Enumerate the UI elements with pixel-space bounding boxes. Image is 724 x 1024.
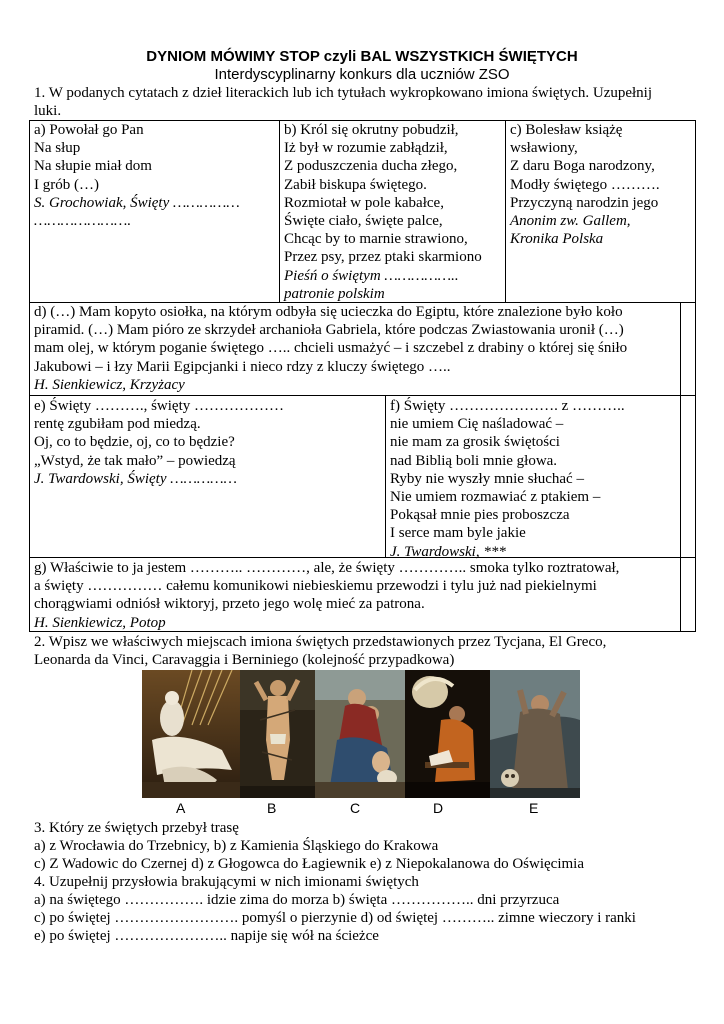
quote-f-line: I serce mam byle jakie	[390, 525, 526, 542]
task1-instruction-line-1: 1. W podanych cytatach z dzieł literackich lub ich tytułach wykropkowano imiona świętych. Uzupełnij	[34, 85, 653, 101]
task2-instruction-line-2: Leonarda da Vinci, Caravaggia i Berniniego (kolejność przypadkowa)	[34, 652, 455, 668]
quote-e-line: Oj, co to będzie, oj, co to będzie?	[34, 434, 235, 451]
quote-b-line: Zabił biskupa świętego.	[284, 176, 427, 193]
quote-d	[30, 302, 680, 395]
quote-e-line: e) Święty ………., święty ………………	[34, 398, 284, 414]
quote-f-line: Ryby nie wyszły mnie słuchać –	[390, 470, 584, 487]
painting-label-d: D	[433, 800, 444, 816]
page-subtitle: Interdyscyplinarny konkurs dla uczniów ZSO	[214, 66, 510, 83]
column-divider	[680, 557, 681, 632]
quote-g	[30, 558, 680, 633]
quote-c-source: Kronika Polska	[510, 231, 604, 248]
quote-a-source: S. Grochowiak, Święty ……………	[34, 194, 240, 211]
quote-e-source: J. Twardowski, Święty ……………	[34, 470, 237, 487]
quote-b-line: Chcąc by to marnie strawiono,	[284, 231, 468, 248]
painting-d	[405, 670, 490, 798]
painting-e-image	[490, 670, 580, 798]
painting-label-c: C	[350, 800, 361, 816]
quote-d-line: piramid. (…) Mam pióro ze skrzydeł archanioła Gabriela, które podczas Zwiastowania uronił (…)	[34, 322, 624, 339]
quote-d-source: H. Sienkiewicz, Krzyżacy	[34, 376, 185, 393]
painting-a	[142, 670, 240, 798]
painting-c	[315, 670, 405, 798]
quote-b-line: Rozmiotał w pole kabałce,	[284, 194, 444, 211]
quote-d-line: mam olej, w którym poganie świętego ….. chcieli usmażyć – i szczebel z drabiny o której się śniło	[34, 340, 628, 357]
quote-a-source: ………………….	[34, 213, 132, 230]
quote-b-source: patronie polskim	[284, 285, 385, 302]
quote-d-line: d) (…) Mam kopyto osiołka, na którym odbyła się ucieczka do Egiptu, które znalezione było koło	[34, 304, 623, 320]
quote-c-line: Z daru Boga narodzony,	[510, 158, 655, 175]
page-title: DYNIOM MÓWIMY STOP czyli BAL WSZYSTKICH ŚWIĘTYCH	[146, 48, 578, 65]
quote-a	[30, 120, 279, 231]
quote-b-line: Iż był w rozumie zabłądził,	[284, 140, 448, 157]
quote-a-line: I grób (…)	[34, 176, 99, 193]
quote-f-line: f) Święty …………………. z ………..	[390, 398, 625, 414]
quote-b-line: Przez psy, przez ptaki skarmiono	[284, 249, 482, 266]
quote-f-line: nad Biblią boli mnie głowa.	[390, 452, 558, 469]
quote-b-line: Święte ciało, święte palce,	[284, 213, 443, 230]
quote-f-line: nie mam za grosik świętości	[390, 434, 560, 451]
quote-f-line: Nie umiem rozmawiać z ptakiem –	[390, 489, 601, 506]
quote-c-line: Modły świętego ……….	[510, 176, 660, 193]
painting-a-image	[142, 670, 240, 798]
quote-g-line: chorągwiami odniósł wiktoryj, przeto jego wolę mieć za patrona.	[34, 596, 425, 613]
painting-label-b: B	[267, 800, 277, 816]
quote-c-source: Anonim zw. Gallem,	[510, 213, 631, 230]
quote-f	[386, 396, 680, 562]
quote-b-line: b) Król się okrutny pobudził,	[284, 122, 459, 138]
task3-line-2: a) z Wrocławia do Trzebnicy, b) z Kamienia Śląskiego do Krakowa	[34, 838, 439, 854]
task1-instruction-line-2: luki.	[34, 103, 62, 119]
painting-d-image	[405, 670, 490, 798]
painting-b-image	[240, 670, 315, 798]
quote-c	[506, 120, 695, 249]
task2-instruction-line-1: 2. Wpisz we właściwych miejscach imiona świętych przedstawionych przez Tycjana, El Greco,	[34, 634, 607, 650]
task4-line-2: a) na świętego ……………. idzie zima do morza b) święta …………….. dni przyrzuca	[34, 892, 560, 908]
quote-g-line: a święty …………… całemu komunikowi niebieskiemu przewodzi i tylu już nad piekielnymi	[34, 578, 597, 595]
task4-line-1: 4. Uzupełnij przysłowia brakującymi w nich imionami świętych	[34, 874, 419, 890]
quote-c-line: c) Bolesław książę	[510, 122, 623, 138]
column-divider	[680, 302, 681, 396]
painting-e	[490, 670, 580, 798]
task4-line-4: e) po świętej ………………….. napije się wół na ścieżce	[34, 928, 379, 944]
quote-e	[30, 396, 385, 489]
quote-e-line: rentę zgubiłam pod miedzą.	[34, 416, 201, 433]
quote-g-line: g) Właściwie to ja jestem ……….. …………, ale, że święty ………….. smoka tylko roztratował,	[34, 560, 620, 576]
quote-f-source: J. Twardowski, ***	[390, 543, 506, 560]
quote-f-line: nie umiem Cię naśladować –	[390, 416, 564, 433]
task3-line-3: c) Z Wadowic do Czernej d) z Głogowca do Łagiewnik e) z Niepokalanowa do Oświęcimia	[34, 856, 584, 872]
painting-b	[240, 670, 315, 798]
quote-b-source: Pieśń o świętym ……………..	[284, 267, 459, 284]
column-divider	[680, 395, 681, 558]
quote-d-line: Jakubowi – i łzy Marii Egipcjanki i nieco rdzy z kluczy świętego …..	[34, 358, 451, 375]
painting-c-image	[315, 670, 405, 798]
quote-b-line: Z poduszczenia ducha złego,	[284, 158, 458, 175]
quote-a-line: a) Powołał go Pan	[34, 122, 144, 138]
quote-b	[280, 120, 505, 304]
task4-line-3: c) po świętej ……………………. pomyśl o pierzynie d) od świętej ……….. zimne wieczory i ranki	[34, 910, 636, 926]
quote-f-line: Pokąsał mnie pies proboszcza	[390, 507, 570, 524]
painting-label-e: E	[529, 800, 539, 816]
painting-label-a: A	[176, 800, 186, 816]
quote-g-source: H. Sienkiewicz, Potop	[34, 614, 166, 631]
quote-e-line: „Wstyd, że tak mało” – powiedzą	[34, 452, 236, 469]
quote-c-line: wsławiony,	[510, 140, 578, 157]
task3-line-1: 3. Który ze świętych przebył trasę	[34, 820, 239, 836]
quote-c-line: Przyczyną narodzin jego	[510, 194, 659, 211]
quote-a-line: Na słupie miał dom	[34, 158, 152, 175]
quote-a-line: Na słup	[34, 140, 81, 157]
